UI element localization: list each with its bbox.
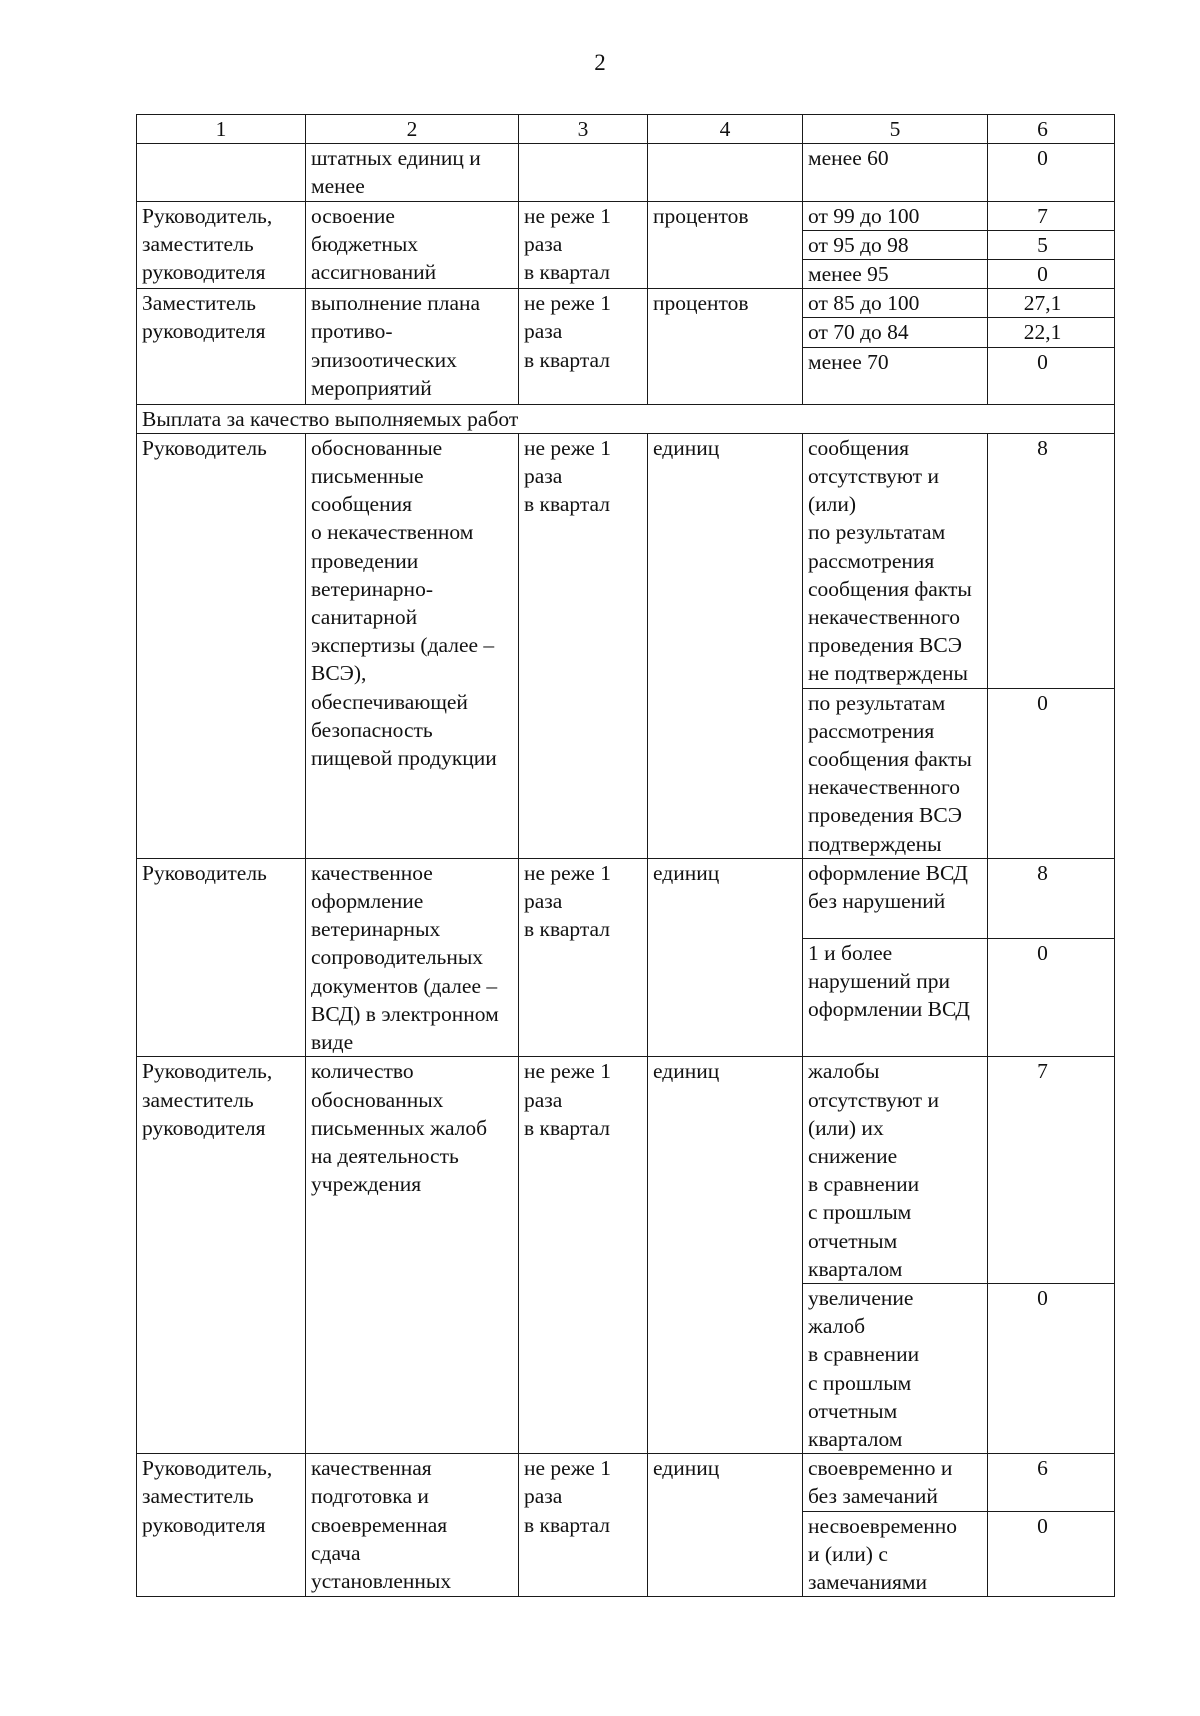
criterion-cell: количество обоснованных письменных жалоб на деятельность учреждения <box>306 1057 519 1454</box>
criterion-cell: освоение бюджетных ассигнований <box>306 201 519 289</box>
points-cell: 6 <box>988 1454 1115 1511</box>
points-cell: 0 <box>988 688 1115 858</box>
points-cell: 5 <box>988 230 1115 259</box>
table-row <box>137 858 1115 938</box>
position-cell: Руководитель, заместитель руководителя <box>137 201 306 289</box>
table-row <box>137 289 1115 318</box>
unit-cell: процентов <box>648 289 803 404</box>
unit-cell: единиц <box>648 1454 803 1597</box>
unit-cell: единиц <box>648 433 803 858</box>
frequency-cell: не реже 1 раза в квартал <box>519 858 648 1056</box>
points-cell: 8 <box>988 433 1115 688</box>
condition-cell: менее 60 <box>803 144 988 201</box>
points-cell: 0 <box>988 260 1115 289</box>
unit-cell: единиц <box>648 858 803 1056</box>
frequency-cell <box>519 144 648 201</box>
header-cell: 5 <box>803 115 988 144</box>
criterion-cell: выполнение плана противо- эпизоотических мероприятий <box>306 289 519 404</box>
header-cell: 6 <box>988 115 1115 144</box>
condition-cell: от 95 до 98 <box>803 230 988 259</box>
header-cell: 2 <box>306 115 519 144</box>
condition-cell: по результатам рассмотрения сообщения факты некачественного проведения ВСЭ подтверждены <box>803 688 988 858</box>
points-cell: 0 <box>988 1511 1115 1597</box>
header-cell: 1 <box>137 115 306 144</box>
position-cell: Руководитель <box>137 433 306 858</box>
header-cell: 3 <box>519 115 648 144</box>
frequency-cell: не реже 1 раза в квартал <box>519 1057 648 1454</box>
table-row <box>137 201 1115 230</box>
unit-cell <box>648 144 803 201</box>
condition-cell: менее 70 <box>803 347 988 404</box>
points-cell: 7 <box>988 1057 1115 1284</box>
position-cell: Руководитель <box>137 858 306 1056</box>
table-row <box>137 144 1115 201</box>
table-row <box>137 433 1115 688</box>
frequency-cell: не реже 1 раза в квартал <box>519 289 648 404</box>
criterion-cell: качественная подготовка и своевременная сдача установленных <box>306 1454 519 1597</box>
points-cell: 7 <box>988 201 1115 230</box>
table-header-row <box>137 115 1115 144</box>
frequency-cell: не реже 1 раза в квартал <box>519 201 648 289</box>
section-heading: Выплата за качество выполняемых работ <box>137 404 1115 433</box>
condition-cell: своевременно и без замечаний <box>803 1454 988 1511</box>
header-cell: 4 <box>648 115 803 144</box>
section-row <box>137 404 1115 433</box>
condition-cell: от 85 до 100 <box>803 289 988 318</box>
condition-cell: 1 и более нарушений при оформлении ВСД <box>803 938 988 1057</box>
page-number: 2 <box>594 50 606 75</box>
criterion-cell: обоснованные письменные сообщения о некачественном проведении ветеринарно- санитарной экспертизы (далее – ВСЭ), обеспечивающей безопасность пищевой продукции <box>306 433 519 858</box>
condition-cell: от 99 до 100 <box>803 201 988 230</box>
points-cell: 22,1 <box>988 318 1115 347</box>
table-row <box>137 1057 1115 1284</box>
table-row <box>137 1454 1115 1511</box>
condition-cell: несвоевременно и (или) с замечаниями <box>803 1511 988 1597</box>
condition-cell: от 70 до 84 <box>803 318 988 347</box>
points-cell: 0 <box>988 347 1115 404</box>
position-cell <box>137 144 306 201</box>
condition-cell: менее 95 <box>803 260 988 289</box>
frequency-cell: не реже 1 раза в квартал <box>519 1454 648 1597</box>
criterion-cell: качественное оформление ветеринарных сопроводительных документов (далее – ВСД) в электронном виде <box>306 858 519 1056</box>
frequency-cell: не реже 1 раза в квартал <box>519 433 648 858</box>
points-cell: 0 <box>988 144 1115 201</box>
unit-cell: единиц <box>648 1057 803 1454</box>
position-cell: Руководитель, заместитель руководителя <box>137 1454 306 1597</box>
position-cell: Руководитель, заместитель руководителя <box>137 1057 306 1454</box>
condition-cell: жалобы отсутствуют и (или) их снижение в сравнении с прошлым отчетным кварталом <box>803 1057 988 1284</box>
points-cell: 8 <box>988 858 1115 938</box>
condition-cell: увеличение жалоб в сравнении с прошлым отчетным кварталом <box>803 1283 988 1453</box>
condition-cell: оформление ВСД без нарушений <box>803 858 988 938</box>
unit-cell: процентов <box>648 201 803 289</box>
points-cell: 0 <box>988 938 1115 1057</box>
position-cell: Заместитель руководителя <box>137 289 306 404</box>
criterion-cell: штатных единиц и менее <box>306 144 519 201</box>
criteria-table <box>136 114 1115 1597</box>
condition-cell: сообщения отсутствуют и (или) по результатам рассмотрения сообщения факты некачественного проведения ВСЭ не подтверждены <box>803 433 988 688</box>
points-cell: 0 <box>988 1283 1115 1453</box>
points-cell: 27,1 <box>988 289 1115 318</box>
